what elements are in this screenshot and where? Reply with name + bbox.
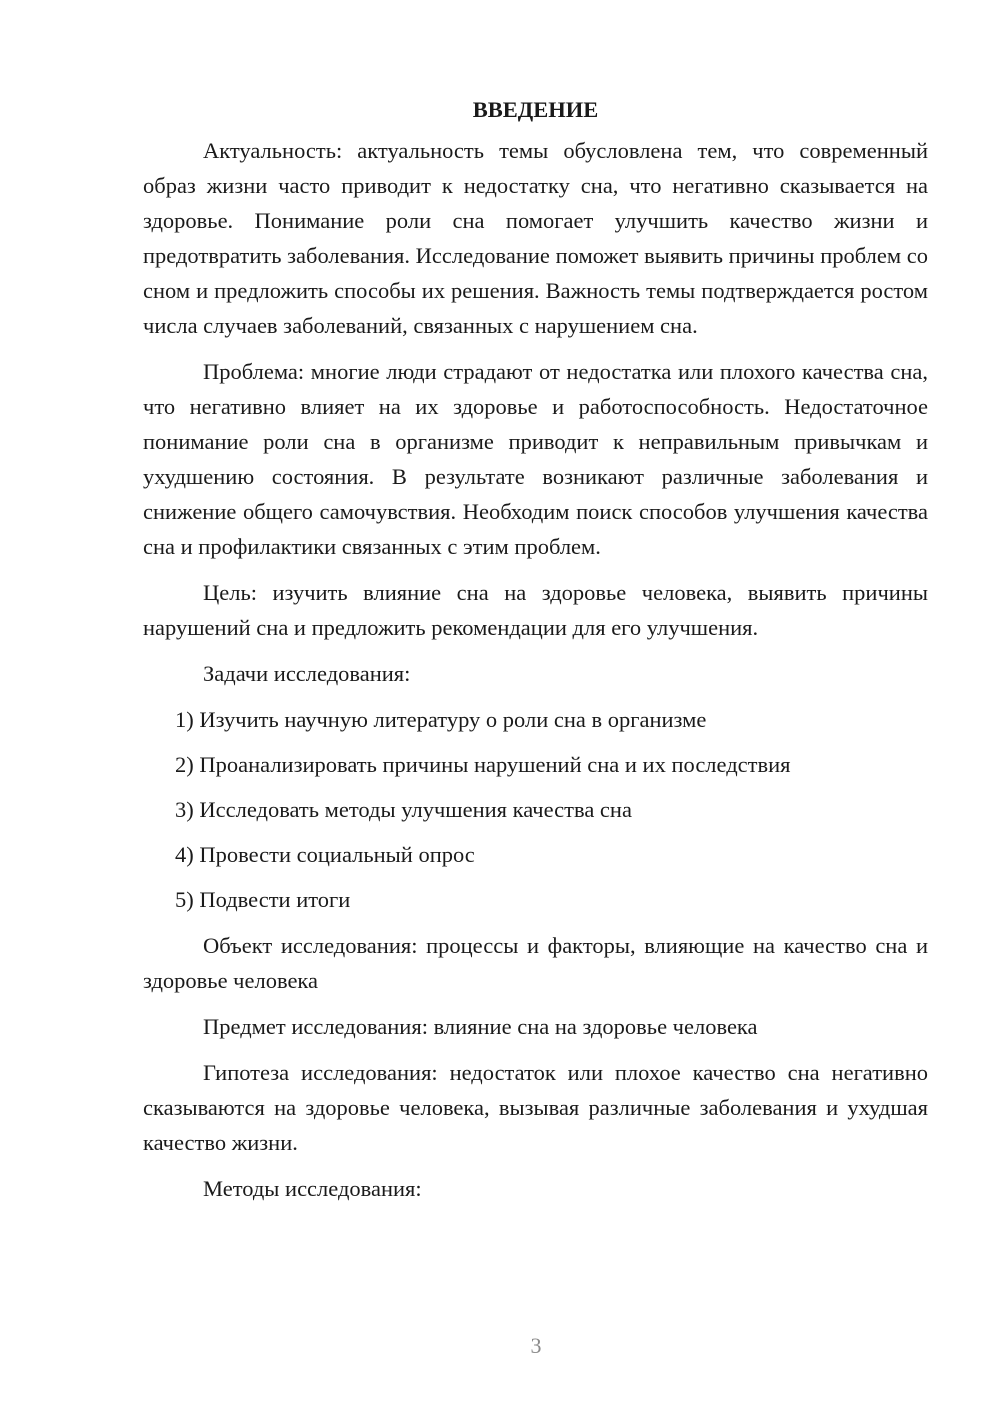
relevance-paragraph: Актуальность: актуальность темы обусловлена тем, что современный образ жизни часто приводит к недостатку сна, что негативно сказывается на здоровье. Понимание роли сна помогает улучшить качество жизни и предотвратить заболевания. Исследование поможет выявить причины проблем со сном и предложить способы их решения. Важность темы подтверждается ростом числа случаев заболеваний, связанных с нарушением сна. (143, 138, 928, 338)
list-item: 3) Исследовать методы улучшения качества сна (175, 797, 632, 822)
list-item: 5) Подвести итоги (175, 887, 351, 912)
methods-heading: Методы исследования: (203, 1176, 422, 1201)
tasks-heading: Задачи исследования: (203, 661, 411, 686)
list-item: 2) Проанализировать причины нарушений сна и их последствия (175, 752, 791, 777)
page-title: ВВЕДЕНИЕ (472, 97, 599, 122)
document-page (143, 92, 928, 1217)
tasks-list (143, 702, 928, 917)
object-paragraph: Объект исследования: процессы и факторы, влияющие на качество сна и здоровье человека (143, 933, 928, 993)
hypothesis-paragraph: Гипотеза исследования: недостаток или плохое качество сна негативно сказываются на здоровье человека, вызывая различные заболевания и ухудшая качество жизни. (143, 1060, 928, 1155)
list-item: 1) Изучить научную литературу о роли сна в организме (175, 707, 707, 732)
list-item: 4) Провести социальный опрос (175, 842, 475, 867)
subject-paragraph: Предмет исследования: влияние сна на здоровье человека (203, 1014, 758, 1039)
problem-paragraph: Проблема: многие люди страдают от недостатка или плохого качества сна, что негативно влияет на их здоровье и работоспособность. Недостаточное понимание роли сна в организме приводит к неправильным привычкам и ухудшению состояния. В результате возникают различные заболевания и снижение общего самочувствия. Необходим поиск способов улучшения качества сна и профилактики связанных с этим проблем. (143, 359, 928, 559)
goal-paragraph: Цель: изучить влияние сна на здоровье человека, выявить причины нарушений сна и предложить рекомендации для его улучшения. (143, 580, 928, 640)
page-number: 3 (530, 1333, 542, 1358)
